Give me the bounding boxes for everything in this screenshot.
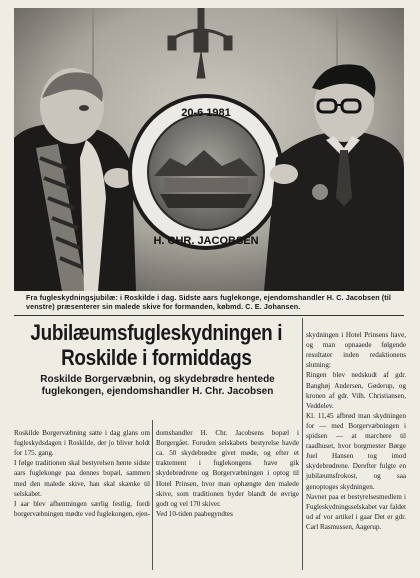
article-column-3 bbox=[306, 320, 406, 542]
column-1-text: Roskilde Borgervæbning satte i dag glans om fugleskydsdagen i Roskilde, der jo bliver holdt for 175. gang. I følge traditionen skal bestyrelsen hente sidste aars fuglekonge paa dennes bopæl, sammen med den malede skive, han skal skænke til selskabet. I aar blev afhentningen særlig festlig, fordi borgervæbningen mødte ved fuglekongen, ejen- bbox=[14, 429, 150, 518]
column-divider bbox=[302, 318, 303, 570]
photo-illustration bbox=[14, 8, 404, 291]
article-column-2 bbox=[156, 418, 299, 529]
plate-date: 20-6 1981 bbox=[181, 107, 231, 119]
divider bbox=[14, 315, 404, 316]
plate-name: H. CHR. JACOBSEN bbox=[153, 235, 259, 247]
photo-caption: Fra fugleskydningsjubilæ: i Roskilde i dag. Sidste aars fuglekonge, ejendomshandler H. C. Jacobsen (til venstre) præsenterer sin malede skive for formanden, købmd. C. E. Johansen. bbox=[26, 293, 391, 312]
shooting-target-plate bbox=[130, 96, 282, 248]
headline: Jubilæumsfugleskydningen i Roskilde i formiddags bbox=[30, 320, 283, 370]
article-column-1 bbox=[14, 418, 150, 529]
subheadline: Roskilde Borgervæbnin, og skydebrødre hentede fuglekongen, ejendomshandler H. Chr. Jacobsen bbox=[40, 374, 275, 398]
column-divider bbox=[152, 420, 153, 570]
photograph bbox=[14, 8, 404, 291]
column-2-text: domshandler H. Chr. Jacobsens bopæl i Borgergået. Foruden selskabets bestyrelse havde ca. 50 skydebrødre givet møde, og efter et traktement i fuglekongens have gik skydebrødrene og Borgervæbningen i optog til Hotel Prinsen, hvor man ophængte den malede skive, som traditionen byder blandt de øvrige godt og vel 170 skiver. Ved 10-tiden paabegyndtes bbox=[156, 429, 299, 518]
column-3-text: skydningen i Hotel Prinsens have, og man opnaaede følgende resultater inden redaktionens slutning: Ringen blev nedskudt af gdr. Banghøj Andersen, Gøderup, og kronen af gdr. Vilh. Christiansen, Veddelev. Kl. 11,45 afbrød man skydningen for — med Borgervæbningen i spidsen — at marchere til raadhuset, hvor borgmester Børge Juel Hansen tog imod skydebrødrene. Derefter fulgte en jubilæumsfrokost, og saa genoptoges skydningen. Navnet paa et bestyrelsesmedlem i Fugleskydningsselskabet var faldet ud af vor artikel i gaar Det er gdr. Carl Rasmussen, Aagerup. bbox=[306, 331, 406, 531]
